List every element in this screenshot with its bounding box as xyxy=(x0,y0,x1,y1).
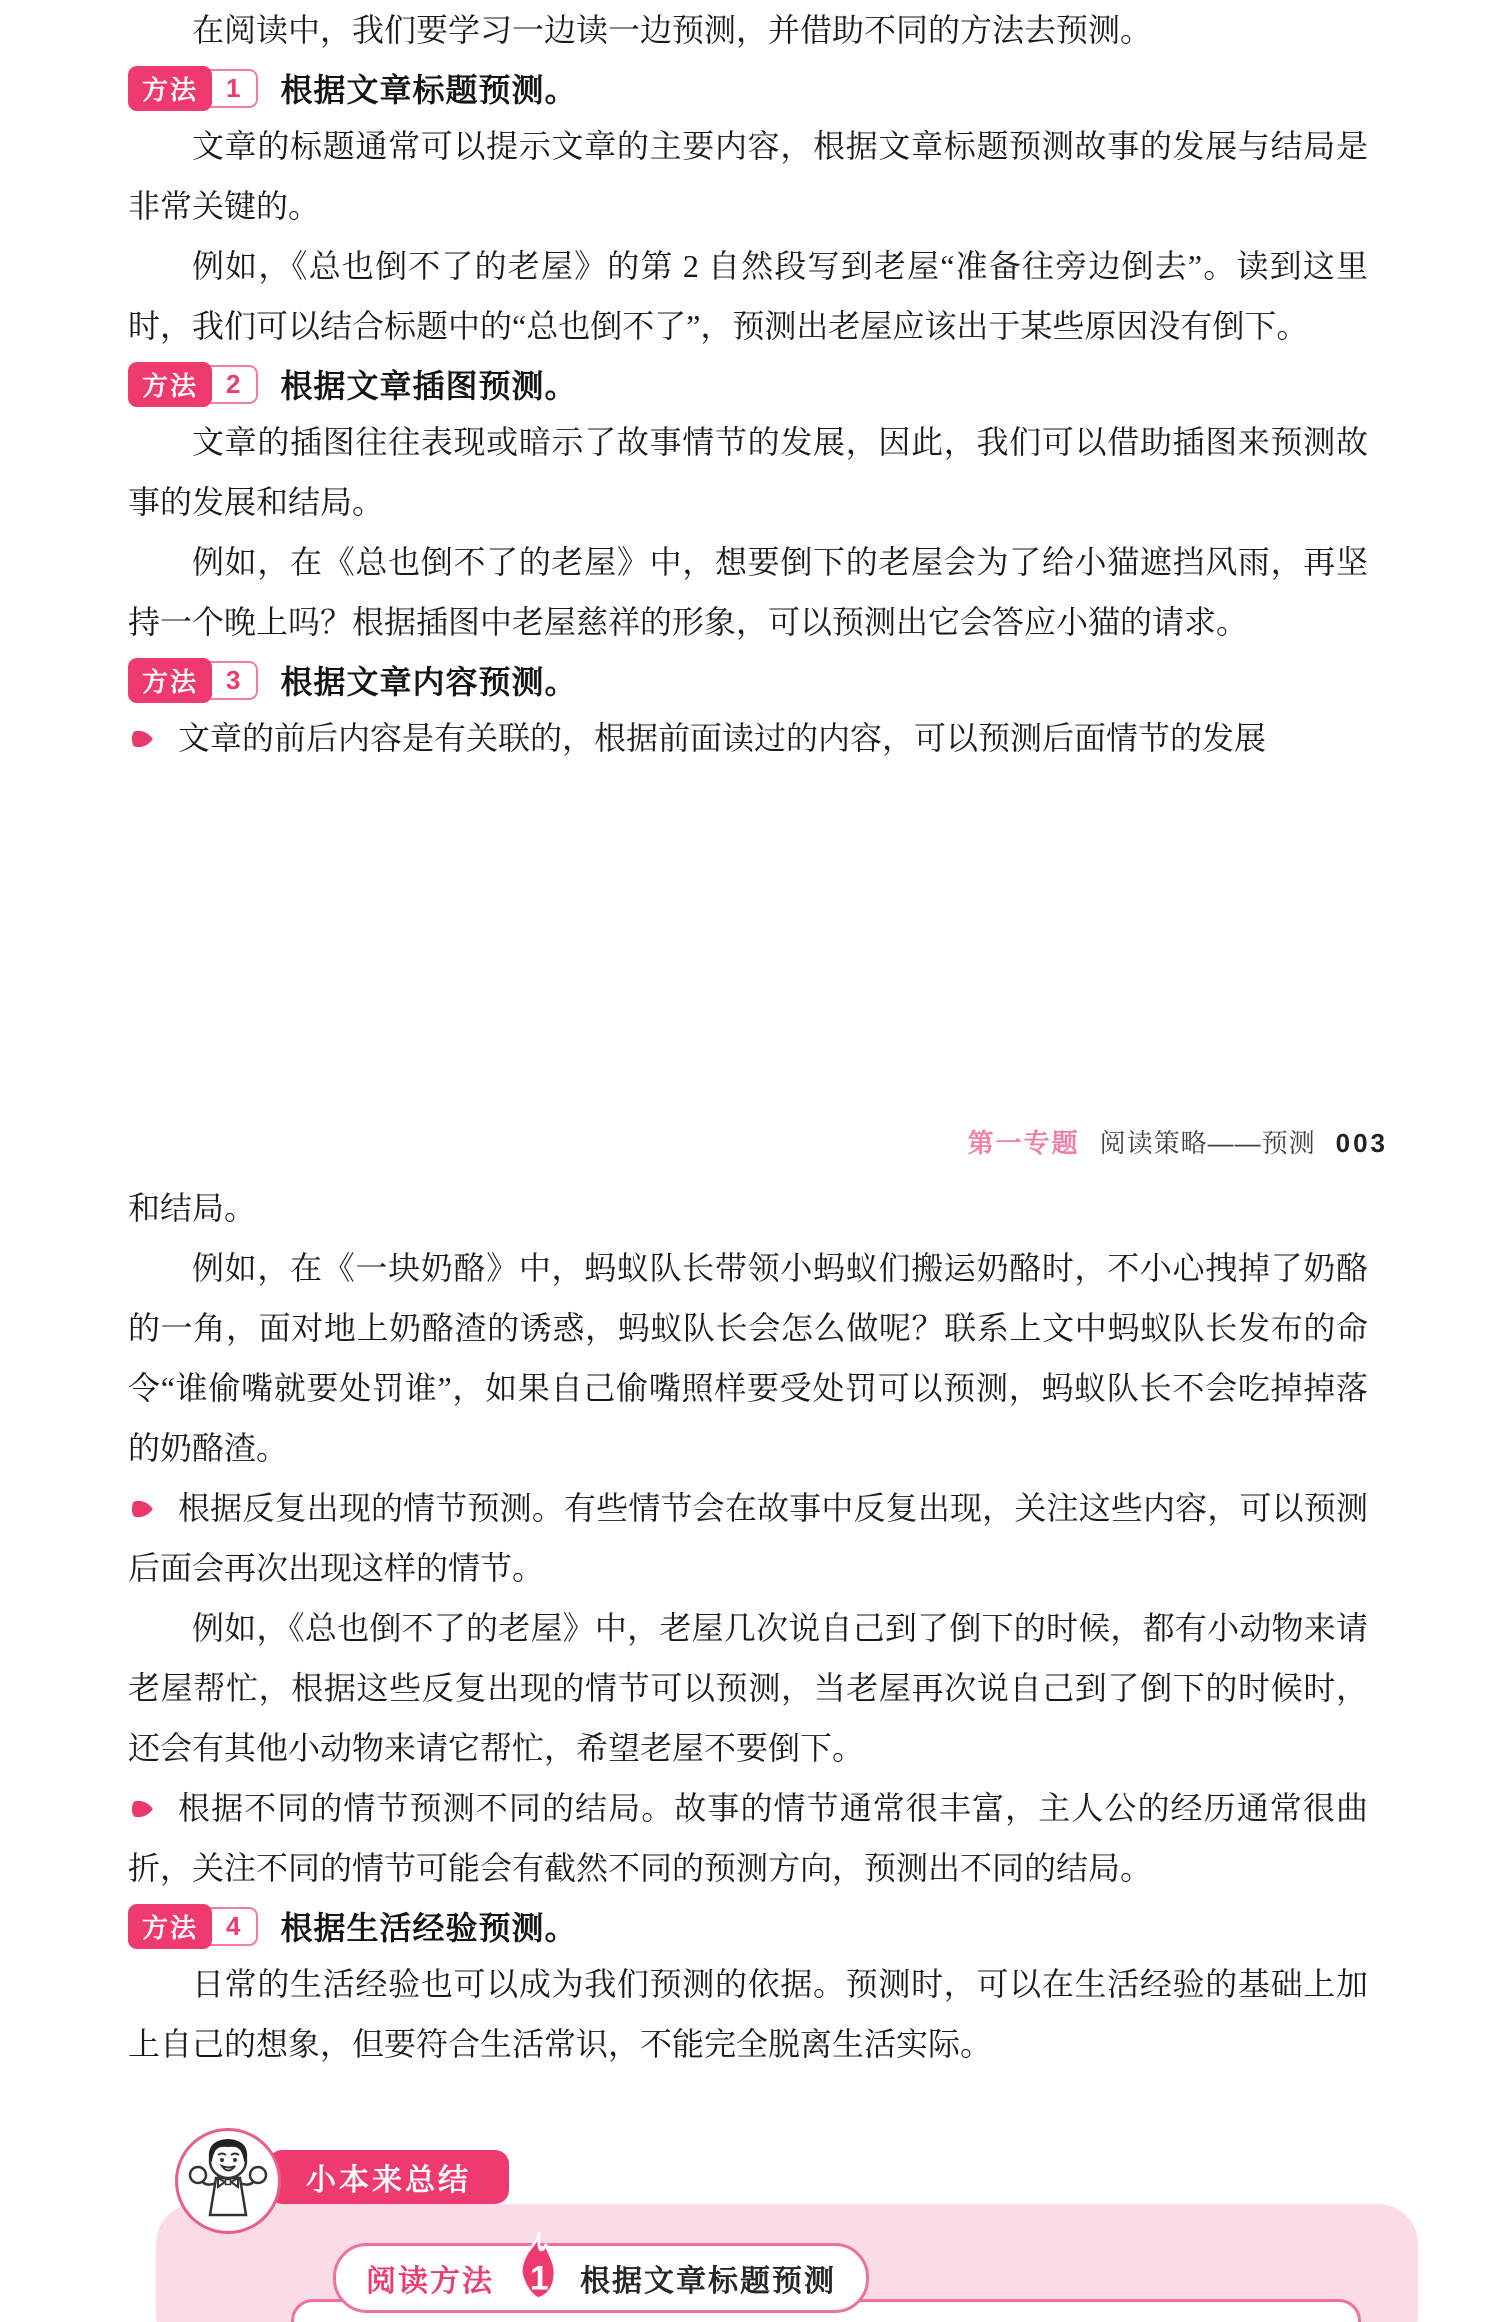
method-badge-label: 方法 xyxy=(128,658,212,703)
method-2-row xyxy=(128,356,1368,412)
footer-page-number: 003 xyxy=(1335,1128,1388,1158)
arrow-bullet-icon xyxy=(130,1499,156,1519)
footer-chapter-title: 阅读策略——预测 xyxy=(1099,1128,1316,1158)
running-footer xyxy=(968,1126,1388,1160)
bullet-paragraph xyxy=(128,1778,1368,1898)
mascot-avatar xyxy=(175,2128,281,2234)
method-3-example-1: 例如，在《一块奶酪》中，蚂蚁队长带领小蚂蚁们搬运奶酪时，不小心拽掉了奶酪的一角，面对地上奶酪渣的诱惑，蚂蚁队长会怎么做呢？联系上文中蚂蚁队长发布的命令“谁偷嘴就要处罚谁”，如果自己偷嘴照样要受处罚可以预测，蚂蚁队长不会吃掉掉落的奶酪渣。 xyxy=(128,1250,1368,1466)
intro-paragraph: 在阅读中，我们要学习一边读一边预测，并借助不同的方法去预测。 xyxy=(192,12,1153,48)
arrow-bullet-icon xyxy=(130,1799,156,1819)
arrow-bullet-icon xyxy=(130,729,156,749)
method-badge-number: 2 xyxy=(200,365,258,404)
bullet-text: 根据不同的情节预测不同的结局。故事的情节通常很丰富，主人公的经历通常很曲折，关注不同的情节可能会有截然不同的预测方向，预测出不同的结局。 xyxy=(128,1790,1368,1886)
method-1-example: 例如，《总也倒不了的老屋》的第 2 自然段写到老屋“准备往旁边倒去”。读到这里时，我们可以结合标题中的“总也倒不了”，预测出老屋应该出于某些原因没有倒下。 xyxy=(128,248,1368,344)
page1-content xyxy=(128,0,1368,768)
reading-method-title: 根据文章标题预测 xyxy=(580,2265,836,2298)
method-2-example: 例如，在《总也倒不了的老屋》中，想要倒下的老屋会为了给小猫遮挡风雨，再坚持一个晚上吗？根据插图中老屋慈祥的形象，可以预测出它会答应小猫的请求。 xyxy=(128,544,1368,640)
method-3-example-2: 例如，《总也倒不了的老屋》中，老屋几次说自己到了倒下的时候，都有小动物来请老屋帮忙，根据这些反复出现的情节可以预测，当老屋再次说自己到了倒下的时候时，还会有其他小动物来请它帮忙，希望老屋不要倒下。 xyxy=(128,1610,1368,1766)
method-1-badge xyxy=(128,66,258,111)
method-4-badge xyxy=(128,1904,258,1949)
reading-method-label: 阅读方法 xyxy=(366,2265,494,2298)
continuation-paragraph: 和结局。 xyxy=(128,1190,257,1226)
bullet-text: 根据反复出现的情节预测。有些情节会在故事中反复出现，关注这些内容，可以预测后面会再次出现这样的情节。 xyxy=(128,1490,1368,1586)
bullet-text: 文章的前后内容是有关联的，根据前面读过的内容，可以预测后面情节的发展 xyxy=(178,720,1267,756)
method-badge-number: 1 xyxy=(200,69,258,108)
flame-number: 1 xyxy=(529,2259,549,2298)
bullet-paragraph xyxy=(128,1478,1368,1598)
method-4-paragraph: 日常的生活经验也可以成为我们预测的依据。预测时，可以在生活经验的基础上加上自己的想象，但要符合生活常识，不能完全脱离生活实际。 xyxy=(128,1966,1368,2062)
bullet-paragraph xyxy=(128,708,1368,768)
method-3-row xyxy=(128,652,1368,708)
method-4-title: 根据生活经验预测。 xyxy=(280,1910,578,1946)
method-2-title: 根据文章插图预测。 xyxy=(280,368,578,404)
method-1-paragraph: 文章的标题通常可以提示文章的主要内容，根据文章标题预测故事的发展与结局是非常关键的。 xyxy=(128,128,1368,224)
method-badge-number: 4 xyxy=(200,1907,258,1946)
method-2-badge xyxy=(128,362,258,407)
method-1-title: 根据文章标题预测。 xyxy=(280,72,578,108)
reading-method-node xyxy=(333,2243,869,2313)
method-badge-label: 方法 xyxy=(128,66,212,111)
method-3-title: 根据文章内容预测。 xyxy=(280,664,578,700)
method-4-row xyxy=(128,1898,1368,1954)
page2-content xyxy=(128,1178,1368,2074)
flame-number-icon xyxy=(512,2227,564,2305)
method-badge-label: 方法 xyxy=(128,1904,212,1949)
method-badge-number: 3 xyxy=(200,661,258,700)
cartoon-boy-icon xyxy=(178,2131,278,2231)
method-3-badge xyxy=(128,658,258,703)
summary-badge: 小本来总结 xyxy=(268,2150,509,2204)
footer-section-label: 第一专题 xyxy=(967,1128,1080,1158)
method-1-row xyxy=(128,60,1368,116)
method-badge-label: 方法 xyxy=(128,362,212,407)
method-2-paragraph: 文章的插图往往表现或暗示了故事情节的发展，因此，我们可以借助插图来预测故事的发展和结局。 xyxy=(128,424,1368,520)
